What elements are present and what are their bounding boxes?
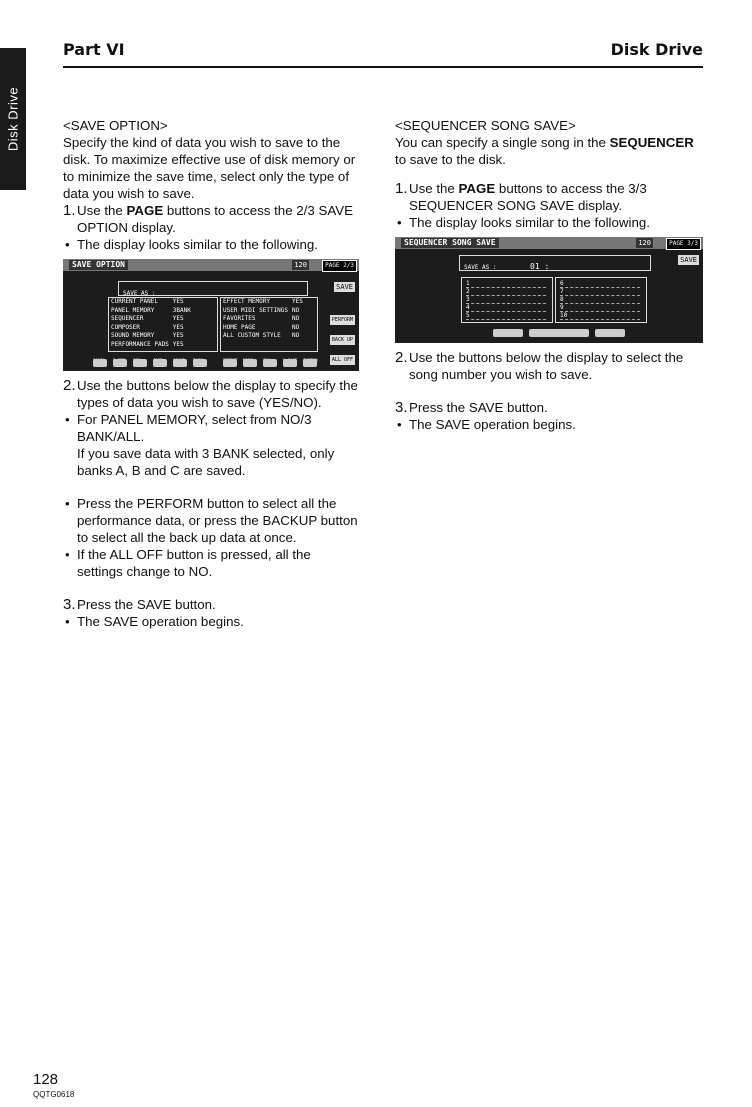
song-slot-number: 1 (466, 280, 470, 287)
step-number: 3. (63, 596, 76, 613)
option-name: COMPOSER (111, 323, 140, 331)
page-indicator: PAGE 2/3 (322, 260, 357, 272)
soft-button[interactable] (113, 359, 127, 367)
option-row (109, 341, 193, 350)
song-select-left-button[interactable] (493, 329, 523, 337)
song-slot (466, 304, 546, 312)
intro-bold: SEQUENCER (609, 135, 694, 150)
option-row (221, 315, 305, 324)
step-number: 2. (395, 349, 408, 366)
page-indicator: PAGE 3/3 (666, 238, 701, 250)
perform-button[interactable]: PERFORM (331, 317, 353, 323)
song-slot (560, 288, 640, 296)
option-value: YES (172, 298, 184, 305)
save-as-label: SAVE AS : (123, 290, 156, 297)
bullet: • Press the PERFORM button to select all the performance data, or press the BACKUP button to select all the back up data at once. (63, 495, 359, 546)
soft-button[interactable] (283, 359, 297, 367)
display-title: SAVE OPTION (69, 260, 128, 270)
option-name: FAVORITES (223, 315, 256, 322)
option-name: CURRENT PANEL (111, 298, 158, 305)
bullet: • The SAVE operation begins. (395, 416, 705, 433)
step-1 (395, 180, 705, 214)
option-value: NO (292, 332, 300, 339)
song-slot-number: 3 (466, 296, 470, 303)
step-text: Use the buttons below the display to specify the types of data you wish to save (YES/NO). (77, 378, 358, 410)
side-tab-label: Disk Drive (5, 86, 21, 152)
right-options-box (220, 297, 318, 352)
option-value: YES (172, 332, 184, 339)
bullet: • The SAVE operation begins. (63, 613, 359, 630)
song-slot-number: 7 (560, 288, 564, 295)
option-name: ALL CUSTOM STYLE (223, 332, 281, 339)
option-value: NO (292, 306, 300, 314)
step-2 (63, 377, 359, 411)
soft-button[interactable] (243, 359, 257, 367)
spacer (63, 580, 359, 596)
song-slot-number: 8 (560, 296, 564, 303)
song-slot-number: 6 (560, 280, 564, 287)
soft-buttons-left (93, 352, 219, 370)
left-options-table (109, 298, 193, 349)
step-text: Use the (409, 181, 459, 196)
step-3 (395, 399, 705, 416)
intro-text: You can specify a single song in the (395, 135, 610, 150)
song-slot-number: 2 (466, 288, 470, 295)
option-row (221, 324, 305, 333)
option-row (221, 298, 305, 307)
save-as-field (118, 281, 308, 296)
step-number: 1. (395, 180, 408, 197)
song-slot (466, 312, 546, 320)
option-row (109, 315, 193, 324)
soft-button[interactable] (223, 359, 237, 367)
option-name: USER MIDI SETTINGS (223, 306, 289, 314)
step-text: Press the SAVE button. (77, 597, 216, 612)
song-slot (560, 304, 640, 312)
spacer (395, 383, 705, 399)
option-value: NO (292, 323, 300, 331)
option-value: YES (172, 315, 184, 322)
right-options-table (221, 298, 305, 341)
save-button[interactable]: SAVE (336, 283, 353, 291)
bullet: • The display looks similar to the following. (63, 236, 359, 253)
part-title: Part VI (63, 40, 125, 59)
song-slider[interactable] (529, 329, 589, 337)
option-name: PERFORMANCE PADS (111, 340, 169, 348)
step-number: 2. (63, 377, 76, 394)
all-off-button[interactable]: ALL OFF (331, 357, 353, 363)
display-clock: 120 (638, 239, 651, 247)
page-number: 128 (33, 1071, 59, 1088)
sequencer-song-save-display (395, 237, 703, 343)
save-option-intro: Specify the kind of data you wish to save to the disk. To maximize effective use of disk memory or to minimize the save time, select only the type of data you wish to save. (63, 135, 356, 201)
step-text: Press the SAVE button. (409, 400, 548, 415)
song-slot (560, 280, 640, 288)
side-tab (0, 48, 26, 190)
song-slot (466, 296, 546, 304)
soft-button[interactable] (93, 359, 107, 367)
option-row (221, 332, 305, 341)
left-options-box (108, 297, 218, 352)
option-name: HOME PAGE (223, 323, 256, 331)
backup-button[interactable]: BACK UP (331, 337, 353, 343)
option-name: PANEL MEMORY (111, 306, 155, 314)
option-name: EFFECT MEMORY (223, 298, 270, 305)
doc-code: QQTG0618 (33, 1090, 75, 1099)
option-row (109, 298, 193, 307)
save-as-field (459, 255, 651, 271)
display-title: SEQUENCER SONG SAVE (401, 238, 499, 248)
song-slot (466, 288, 546, 296)
song-select-right-button[interactable] (595, 329, 625, 337)
song-number: 01 : (530, 262, 550, 271)
step-text: buttons to access the 2/3 SAVE OPTION display. (77, 203, 353, 235)
bullet: • For PANEL MEMORY, select from NO/3 BANK/ALL. (63, 411, 359, 445)
option-row (109, 332, 193, 341)
option-value: YES (172, 340, 184, 348)
song-slot (466, 280, 546, 288)
soft-button[interactable] (173, 359, 187, 367)
header-rule (63, 66, 703, 68)
step-bold: PAGE (458, 181, 496, 196)
song-slot-number: 9 (560, 304, 564, 311)
song-slot-number: 10 (560, 312, 568, 319)
song-list-right (555, 277, 647, 323)
option-row (221, 307, 305, 316)
bullet-continuation: If you save data with 3 BANK selected, only banks A, B and C are saved. (77, 446, 335, 478)
bullet: • The display looks similar to the following. (395, 214, 705, 231)
intro-text: to save to the disk. (395, 152, 506, 167)
display-clock: 120 (294, 261, 307, 269)
option-value: 3BANK (172, 306, 191, 314)
step-bold: PAGE (126, 203, 164, 218)
soft-button[interactable] (153, 359, 167, 367)
left-column (63, 117, 359, 630)
option-value: YES (292, 298, 303, 305)
option-row (109, 307, 193, 316)
soft-button[interactable] (133, 359, 147, 367)
step-2 (395, 349, 705, 383)
bullet: • If the ALL OFF button is pressed, all the settings change to NO. (63, 546, 359, 580)
option-row (109, 324, 193, 333)
save-option-heading: <SAVE OPTION> (63, 118, 168, 133)
step-1 (63, 202, 359, 236)
option-name: SOUND MEMORY (111, 332, 155, 339)
save-option-display (63, 259, 359, 371)
sequencer-intro (395, 134, 705, 168)
song-slot (560, 296, 640, 304)
song-slot-number: 5 (466, 312, 470, 319)
soft-button[interactable] (263, 359, 277, 367)
display-title-bar (395, 237, 703, 249)
spacer (63, 479, 359, 495)
display-title-bar (63, 259, 359, 271)
soft-button[interactable] (303, 359, 317, 367)
sequencer-song-save-heading: <SEQUENCER SONG SAVE> (395, 118, 576, 133)
option-value: YES (172, 323, 184, 331)
step-text: Use the buttons below the display to select the song number you wish to save. (409, 350, 684, 382)
option-name: SEQUENCER (111, 315, 144, 322)
spacer (395, 168, 705, 180)
right-column (395, 117, 705, 433)
song-slot-number: 4 (466, 304, 470, 311)
song-slot (560, 312, 640, 320)
step-text: Use the (77, 203, 127, 218)
soft-buttons-right (223, 352, 323, 370)
step-text: buttons to access the 3/3 SEQUENCER SONG SAVE display. (409, 181, 647, 213)
step-number: 1. (63, 202, 76, 219)
section-title: Disk Drive (610, 40, 703, 59)
save-button[interactable]: SAVE (680, 256, 697, 264)
song-list-left (461, 277, 553, 323)
soft-button[interactable] (193, 359, 207, 367)
save-as-label: SAVE AS : (464, 264, 497, 271)
step-3 (63, 596, 359, 613)
step-number: 3. (395, 399, 408, 416)
option-value: NO (292, 315, 300, 322)
